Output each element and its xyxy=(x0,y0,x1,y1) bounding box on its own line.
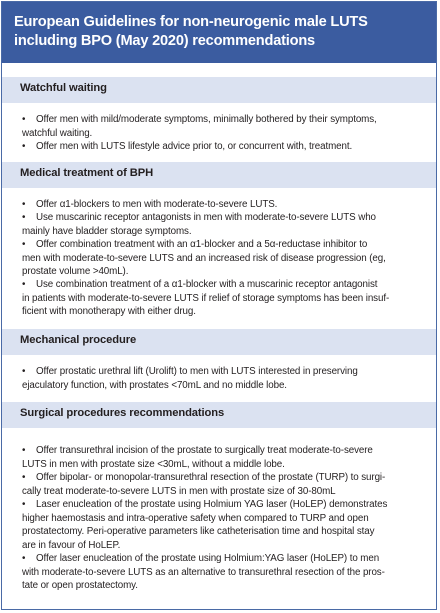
bullet-icon: • xyxy=(22,553,26,564)
list-item-text: prostatectomy. Peri-operative parameters like catheterisation time and hospital stay xyxy=(22,526,375,537)
list-item-text: Offer bipolar- or monopolar-transurethral resection of the prostate (TURP) to surgi- xyxy=(36,472,386,483)
list-item-text: Offer men with mild/moderate symptoms, minimally bothered by their symptoms, xyxy=(36,114,377,125)
bullet-icon: • xyxy=(22,445,26,456)
bullet-icon: • xyxy=(22,212,26,223)
list-item-text: in patients with moderate-to-severe LUTS if relief of storage symptoms has been insuf- xyxy=(22,292,390,304)
list-item-text: men with moderate-to-severe LUTS and an increased risk of disease progression (eg, xyxy=(22,252,386,264)
list-item xyxy=(22,552,422,593)
list-item-text: Use combination treatment of a α1-blocker with a muscarinic receptor antagonist xyxy=(36,279,378,290)
list-item-text: ficient with monotherapy with either drug. xyxy=(22,306,196,317)
list-item-text: watchful waiting. xyxy=(22,127,93,139)
list-item-text: Laser enucleation of the prostate using Holmium YAG laser (HoLEP) demonstrates xyxy=(36,499,388,510)
bullet-icon: • xyxy=(22,499,26,510)
list-item-text: higher haemostasis and intra-operative safety when compared to TURP and open xyxy=(22,512,369,524)
section-heading-medical-treatment: Medical treatment of BPH xyxy=(2,162,436,188)
list-item xyxy=(22,238,422,279)
list-item-text: are in favour of HoLEP. xyxy=(22,539,121,551)
bullet-icon: • xyxy=(22,141,26,152)
card-title-line-1: European Guidelines for non-neurogenic male LUTS xyxy=(14,14,368,30)
card-title-bar xyxy=(2,2,436,63)
list-item xyxy=(22,113,422,140)
bullet-icon: • xyxy=(22,279,26,290)
list-item-text: Offer α1-blockers to men with moderate-to-severe LUTS. xyxy=(36,199,278,210)
card-title-line-2: including BPO (May 2020) recommendations xyxy=(14,32,315,49)
list-item-text: with moderate-to-severe LUTS as an alternative to transurethral resection of the pros- xyxy=(22,566,385,578)
list-item-text: ejaculatory function, with prostates <70mL and no middle lobe. xyxy=(22,379,287,391)
list-item xyxy=(22,471,422,498)
list-item-text: Offer combination treatment with an α1-blocker and a 5α-reductase inhibitor to xyxy=(36,239,368,250)
list-item xyxy=(22,365,422,392)
bullet-icon: • xyxy=(22,239,26,250)
list-item xyxy=(22,140,422,154)
list-item-text: Offer men with LUTS lifestyle advice prior to, or concurrent with, treatment. xyxy=(36,141,353,152)
bullet-icon: • xyxy=(22,199,26,210)
list-item-text: LUTS in men with prostate size <30mL, without a middle lobe. xyxy=(22,458,285,470)
bullet-icon: • xyxy=(22,366,26,377)
section-heading-surgical-procedures: Surgical procedures recommendations xyxy=(2,402,436,428)
list-item xyxy=(22,498,422,552)
list-item-text: Offer prostatic urethral lift (Urolift) to men with LUTS interested in preserving xyxy=(36,366,358,377)
list-item-text: cally treat moderate-to-severe LUTS in men with prostate size of 30-80mL xyxy=(22,485,336,497)
list-item-text: Use muscarinic receptor antagonists in men with moderate-to-severe LUTS who xyxy=(36,212,376,223)
list-item xyxy=(22,278,422,319)
list-item xyxy=(22,211,422,238)
bullet-icon: • xyxy=(22,114,26,125)
list-item-text: prostate volume >40mL). xyxy=(22,266,129,277)
list-item-text: mainly have bladder storage symptoms. xyxy=(22,225,192,237)
list-item-text: tate or open prostatectomy. xyxy=(22,580,138,591)
list-item xyxy=(22,198,422,212)
list-item-text: Offer transurethral incision of the prostate to surgically treat moderate-to-severe xyxy=(36,445,373,456)
list-item xyxy=(22,444,422,471)
section-heading-mechanical-procedure: Mechanical procedure xyxy=(2,329,436,355)
list-item-text: Offer laser enucleation of the prostate using Holmium:YAG laser (HoLEP) to men xyxy=(36,553,380,564)
section-heading-watchful-waiting: Watchful waiting xyxy=(2,77,436,103)
guidelines-card xyxy=(1,1,437,610)
bullet-icon: • xyxy=(22,472,26,483)
